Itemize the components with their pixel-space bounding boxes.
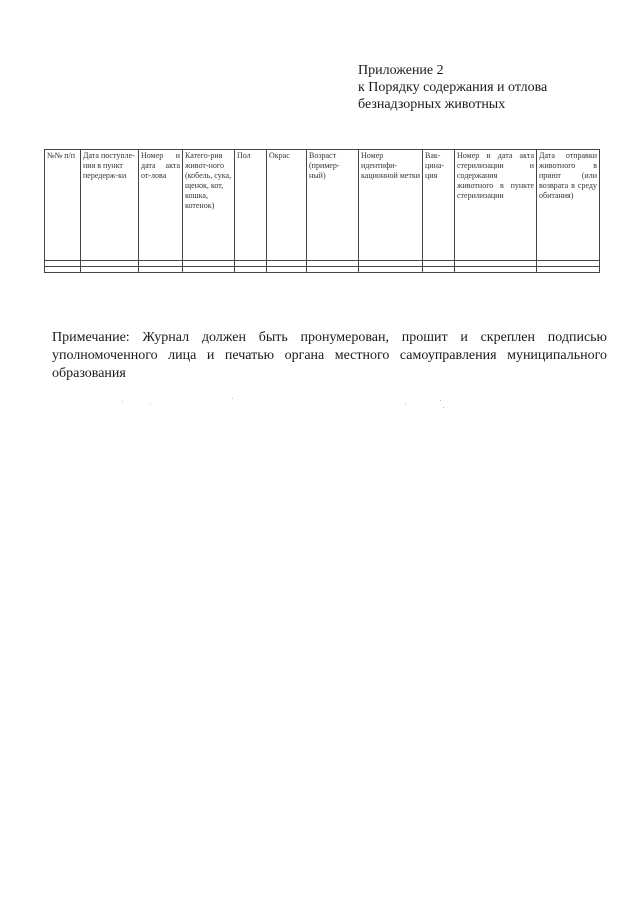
table-cell — [307, 267, 359, 273]
table-cell — [537, 267, 600, 273]
appendix-reference-cont: безнадзорных животных — [358, 97, 506, 112]
table-cell — [455, 267, 537, 273]
header-cell-sterilization-act: Номер и дата акта стерилизации и содержания животного в пункте стерилизации — [455, 150, 537, 261]
header-cell-vaccination: Вак-цина-ция — [423, 150, 455, 261]
appendix-title: Приложение 2 — [358, 63, 444, 78]
header-cell-category: Катего-рия живот-ного (кобель, сука, щенок, кот, кошка, котенок) — [183, 150, 235, 261]
header-cell-number: №№ п/п — [45, 150, 81, 261]
appendix-heading — [358, 62, 608, 113]
table-cell — [45, 267, 81, 273]
journal-table — [44, 149, 600, 273]
scan-speck — [150, 404, 151, 405]
header-cell-sex: Пол — [235, 150, 267, 261]
header-cell-age: Возраст (пример-ный) — [307, 150, 359, 261]
table-cell — [235, 267, 267, 273]
table-row — [45, 267, 600, 273]
table-cell — [359, 267, 423, 273]
header-cell-arrival-date: Дата поступле-ния в пункт передерж-ки — [81, 150, 139, 261]
header-cell-color: Окрас — [267, 150, 307, 261]
header-cell-id-tag: Номер идентифи-кационной метки — [359, 150, 423, 261]
header-cell-dispatch-date: Дата отправки животного в приют (или возврата в среду обитания) — [537, 150, 600, 261]
scan-speck — [443, 407, 444, 408]
table-cell — [183, 267, 235, 273]
scan-speck — [440, 400, 441, 401]
appendix-reference: к Порядку содержания и отлова — [358, 80, 548, 95]
header-cell-capture-act: Номер и дата акта от-лова — [139, 150, 183, 261]
table-cell — [267, 267, 307, 273]
table-cell — [139, 267, 183, 273]
table-cell — [81, 267, 139, 273]
scan-speck — [122, 401, 123, 402]
scan-specks — [0, 395, 640, 415]
journal-note: Примечание: Журнал должен быть пронумерован, прошит и скреплен подписью уполномоченного лица и печатью органа местного самоуправления муниципального образования — [52, 330, 607, 381]
table-header-row — [45, 150, 600, 261]
scan-speck — [232, 398, 233, 399]
table-cell — [423, 267, 455, 273]
scan-speck — [405, 403, 406, 404]
